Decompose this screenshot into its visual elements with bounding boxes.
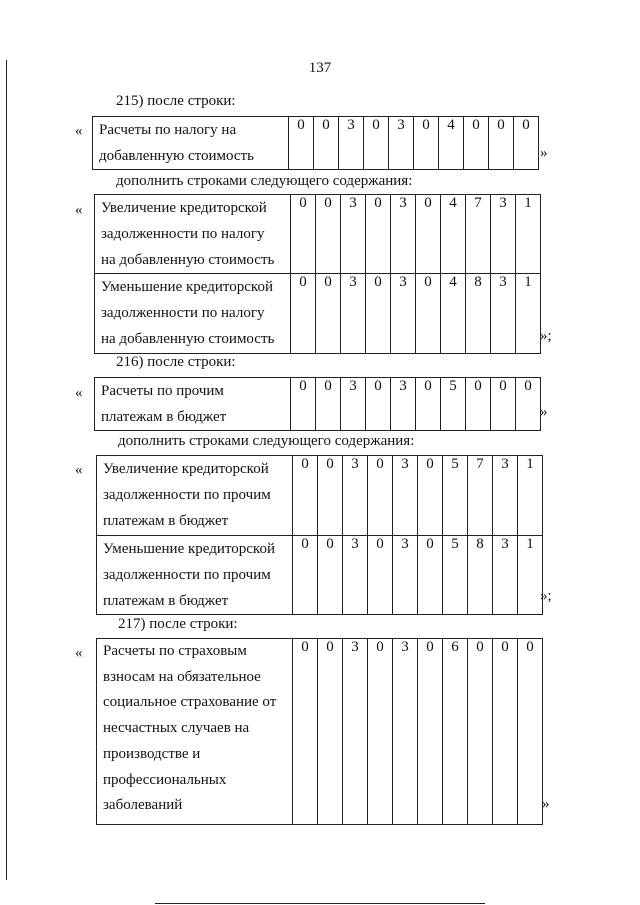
open-quote: « [75, 462, 83, 478]
code-digit: 0 [414, 117, 439, 170]
code-digit: 0 [516, 378, 541, 431]
open-quote: « [75, 202, 83, 218]
code-digit: 0 [518, 639, 543, 825]
code-digit: 0 [291, 195, 316, 274]
code-digit: 5 [443, 536, 468, 615]
row-label: Расчеты по налогу на добавленную стоимость [93, 117, 289, 170]
code-digit: 0 [418, 536, 443, 615]
code-digit: 1 [518, 536, 543, 615]
code-digit: 0 [293, 536, 318, 615]
code-digit: 0 [464, 117, 489, 170]
code-digit: 0 [366, 195, 391, 274]
code-digit: 0 [418, 639, 443, 825]
page-frame-left-line [6, 60, 7, 880]
base-row-table-216 [94, 377, 541, 431]
section-215-heading: 215) после строки: [116, 93, 236, 109]
code-digit: 4 [439, 117, 464, 170]
code-digit: 6 [443, 639, 468, 825]
page-number: 137 [308, 60, 332, 76]
row-label: Уменьшение кредиторской задолженности по прочим платежам в бюджет [97, 536, 293, 615]
table-row [97, 639, 543, 825]
code-digit: 1 [518, 456, 543, 536]
code-digit: 0 [493, 639, 518, 825]
code-digit: 0 [364, 117, 389, 170]
close-quote-semicolon: »; [540, 328, 552, 344]
code-digit: 3 [341, 274, 366, 354]
code-digit: 8 [468, 536, 493, 615]
code-digit: 0 [466, 378, 491, 431]
code-digit: 7 [466, 195, 491, 274]
section-217-heading: 217) после строки: [118, 616, 238, 632]
table-row [97, 456, 543, 536]
code-digit: 3 [389, 117, 414, 170]
open-quote: « [75, 645, 83, 661]
close-quote-semicolon: »; [540, 588, 552, 604]
row-label: Увеличение кредиторской задолженности по налогу на добавленную стоимость [95, 195, 291, 274]
code-digit: 3 [341, 195, 366, 274]
open-quote: « [75, 123, 83, 139]
code-digit: 0 [418, 456, 443, 536]
row-label: Расчеты по страховым взносам на обязательное социальное страхование от несчастных случаев на производстве и профессиональных заболеваний [97, 639, 293, 825]
code-digit: 3 [393, 639, 418, 825]
code-digit: 0 [316, 378, 341, 431]
page-frame-bottom-line [155, 903, 485, 904]
code-digit: 0 [318, 639, 343, 825]
code-digit: 0 [368, 536, 393, 615]
add-rows-instruction-216: дополнить строками следующего содержания: [118, 433, 415, 449]
close-quote: » [542, 796, 550, 812]
code-digit: 3 [343, 639, 368, 825]
close-quote: » [540, 145, 548, 161]
code-digit: 0 [314, 117, 339, 170]
code-digit: 0 [489, 117, 514, 170]
code-digit: 0 [316, 274, 341, 354]
code-digit: 0 [318, 456, 343, 536]
add-rows-instruction-215: дополнить строками следующего содержания: [116, 173, 413, 189]
code-digit: 7 [468, 456, 493, 536]
code-digit: 0 [366, 274, 391, 354]
code-digit: 4 [441, 195, 466, 274]
code-digit: 3 [491, 195, 516, 274]
table-row [95, 195, 541, 274]
code-digit: 0 [491, 378, 516, 431]
added-rows-table-216 [96, 455, 543, 615]
code-digit: 3 [491, 274, 516, 354]
row-label: Расчеты по прочим платежам в бюджет [95, 378, 291, 431]
section-216-heading: 216) после строки: [116, 354, 236, 370]
code-digit: 0 [468, 639, 493, 825]
code-digit: 0 [416, 274, 441, 354]
row-label: Увеличение кредиторской задолженности по прочим платежам в бюджет [97, 456, 293, 536]
code-digit: 0 [293, 639, 318, 825]
table-row [97, 536, 543, 615]
code-digit: 0 [366, 378, 391, 431]
code-digit: 1 [516, 195, 541, 274]
code-digit: 0 [293, 456, 318, 536]
base-row-table-215 [92, 116, 539, 170]
code-digit: 0 [316, 195, 341, 274]
code-digit: 3 [393, 456, 418, 536]
code-digit: 5 [443, 456, 468, 536]
code-digit: 3 [391, 378, 416, 431]
close-quote: » [540, 404, 548, 420]
code-digit: 0 [291, 274, 316, 354]
open-quote: « [75, 385, 83, 401]
code-digit: 3 [493, 456, 518, 536]
table-row [95, 274, 541, 354]
code-digit: 0 [514, 117, 539, 170]
code-digit: 1 [516, 274, 541, 354]
table-row [93, 117, 539, 170]
code-digit: 0 [318, 536, 343, 615]
code-digit: 3 [391, 195, 416, 274]
code-digit: 8 [466, 274, 491, 354]
code-digit: 0 [416, 195, 441, 274]
code-digit: 0 [289, 117, 314, 170]
code-digit: 3 [343, 536, 368, 615]
code-digit: 0 [368, 456, 393, 536]
code-digit: 4 [441, 274, 466, 354]
code-digit: 0 [416, 378, 441, 431]
code-digit: 3 [393, 536, 418, 615]
code-digit: 3 [391, 274, 416, 354]
row-label: Уменьшение кредиторской задолженности по налогу на добавленную стоимость [95, 274, 291, 354]
code-digit: 5 [441, 378, 466, 431]
code-digit: 3 [493, 536, 518, 615]
code-digit: 3 [339, 117, 364, 170]
code-digit: 3 [343, 456, 368, 536]
code-digit: 3 [341, 378, 366, 431]
code-digit: 0 [368, 639, 393, 825]
code-digit: 0 [291, 378, 316, 431]
table-row [95, 378, 541, 431]
added-rows-table-215 [94, 194, 541, 354]
base-row-table-217 [96, 638, 543, 825]
